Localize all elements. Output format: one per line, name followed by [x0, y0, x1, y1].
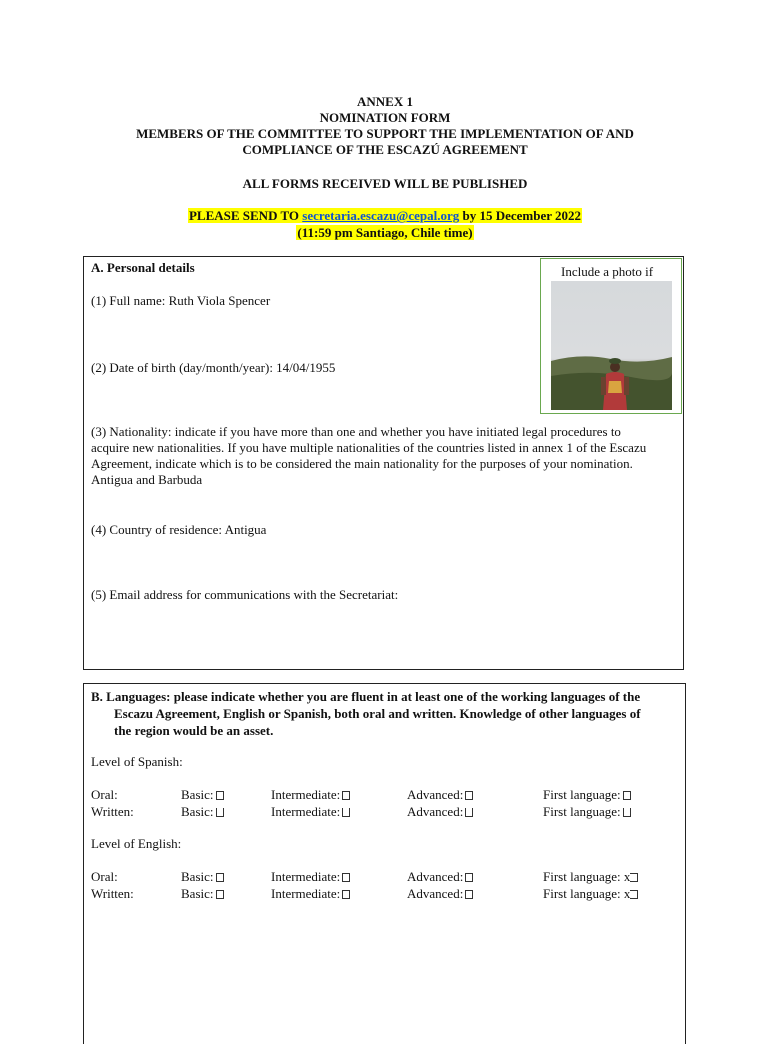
send-prefix: PLEASE SEND TO — [188, 208, 303, 223]
spanish-level-label: Level of Spanish: — [91, 754, 183, 769]
spanish-oral-first-language[interactable]: First language: — [543, 787, 631, 803]
photo-caption: Include a photo if — [561, 264, 654, 279]
nominee-photo — [551, 281, 672, 410]
send-deadline: by 15 December 2022 — [459, 208, 582, 223]
nationality-line2: acquire new nationalities. If you have multiple nationalities of the countries listed in annex 1 of the Escazu — [91, 440, 647, 455]
checkbox-icon[interactable] — [216, 873, 224, 882]
committee-title-line1: MEMBERS OF THE COMMITTEE TO SUPPORT THE IMPLEMENTATION OF AND — [136, 126, 634, 141]
checkbox-icon[interactable] — [342, 808, 350, 817]
checkbox-icon[interactable] — [623, 808, 631, 817]
email-address-field: (5) Email address for communications with the Secretariat: — [91, 587, 399, 602]
checkbox-icon[interactable] — [465, 791, 473, 800]
committee-title-line2: COMPLIANCE OF THE ESCAZÚ AGREEMENT — [242, 142, 528, 157]
english-written-first-language[interactable]: First language: x — [543, 886, 638, 902]
english-oral-basic[interactable]: Basic: — [181, 869, 224, 885]
spanish-oral-intermediate[interactable]: Intermediate: — [271, 787, 350, 803]
checkbox-icon[interactable] — [342, 890, 350, 899]
languages-title-line3: the region would be an asset. — [114, 723, 274, 738]
secretariat-email-link[interactable]: secretaria.escazu@cepal.org — [302, 208, 460, 223]
checkbox-icon[interactable] — [216, 808, 224, 817]
spanish-oral-advanced[interactable]: Advanced: — [407, 787, 473, 803]
english-written-basic[interactable]: Basic: — [181, 886, 224, 902]
checkbox-icon[interactable] — [342, 873, 350, 882]
english-level-label: Level of English: — [91, 836, 182, 851]
send-time: (11:59 pm Santiago, Chile time) — [297, 225, 473, 240]
personal-details-title: A. Personal details — [91, 260, 195, 275]
english-oral-advanced[interactable]: Advanced: — [407, 869, 473, 885]
english-written-first-mark: x — [623, 886, 631, 901]
spanish-written-label: Written: — [91, 804, 134, 819]
english-oral-first-mark: x — [623, 869, 631, 884]
english-written-advanced[interactable]: Advanced: — [407, 886, 473, 902]
checkbox-icon[interactable] — [465, 873, 473, 882]
checkbox-icon[interactable] — [465, 890, 473, 899]
english-oral-first-language[interactable]: First language: x — [543, 869, 638, 885]
languages-title-line1: B. Languages: please indicate whether you are fluent in at least one of the working languages of the — [91, 689, 641, 704]
country-of-residence-field: (4) Country of residence: Antigua — [91, 522, 267, 537]
checkbox-icon[interactable] — [216, 890, 224, 899]
spanish-oral-label: Oral: — [91, 787, 118, 802]
full-name-field: (1) Full name: Ruth Viola Spencer — [91, 293, 271, 308]
form-title: NOMINATION FORM — [319, 110, 451, 125]
checkbox-icon[interactable] — [216, 791, 224, 800]
spanish-written-advanced[interactable]: Advanced: — [407, 804, 473, 820]
nationality-question — [91, 424, 680, 488]
english-written-label: Written: — [91, 886, 134, 901]
spanish-written-first-language[interactable]: First language: — [543, 804, 631, 820]
checkbox-icon[interactable] — [630, 890, 638, 899]
checkbox-icon[interactable] — [342, 791, 350, 800]
spanish-oral-basic[interactable]: Basic: — [181, 787, 224, 803]
nationality-line1: (3) Nationality: indicate if you have more than one and whether you have initiated legal procedures to — [91, 424, 621, 439]
english-oral-label: Oral: — [91, 869, 118, 884]
form-header — [0, 94, 770, 158]
english-oral-intermediate[interactable]: Intermediate: — [271, 869, 350, 885]
photo-frame — [540, 258, 682, 414]
nationality-line3: Agreement, indicate which is to be considered the main nationality for the purposes of your nomination. — [91, 456, 633, 471]
nationality-value: Antigua and Barbuda — [91, 472, 203, 487]
send-instructions — [0, 207, 770, 241]
annex-title: ANNEX 1 — [357, 94, 413, 109]
checkbox-icon[interactable] — [630, 873, 638, 882]
english-written-intermediate[interactable]: Intermediate: — [271, 886, 350, 902]
spanish-written-basic[interactable]: Basic: — [181, 804, 224, 820]
languages-title-line2: Escazu Agreement, English or Spanish, both oral and written. Knowledge of other languages of — [114, 706, 641, 721]
checkbox-icon[interactable] — [623, 791, 631, 800]
published-notice: ALL FORMS RECEIVED WILL BE PUBLISHED — [242, 176, 528, 191]
spanish-written-intermediate[interactable]: Intermediate: — [271, 804, 350, 820]
checkbox-icon[interactable] — [465, 808, 473, 817]
date-of-birth-field: (2) Date of birth (day/month/year): 14/04/1955 — [91, 360, 336, 375]
